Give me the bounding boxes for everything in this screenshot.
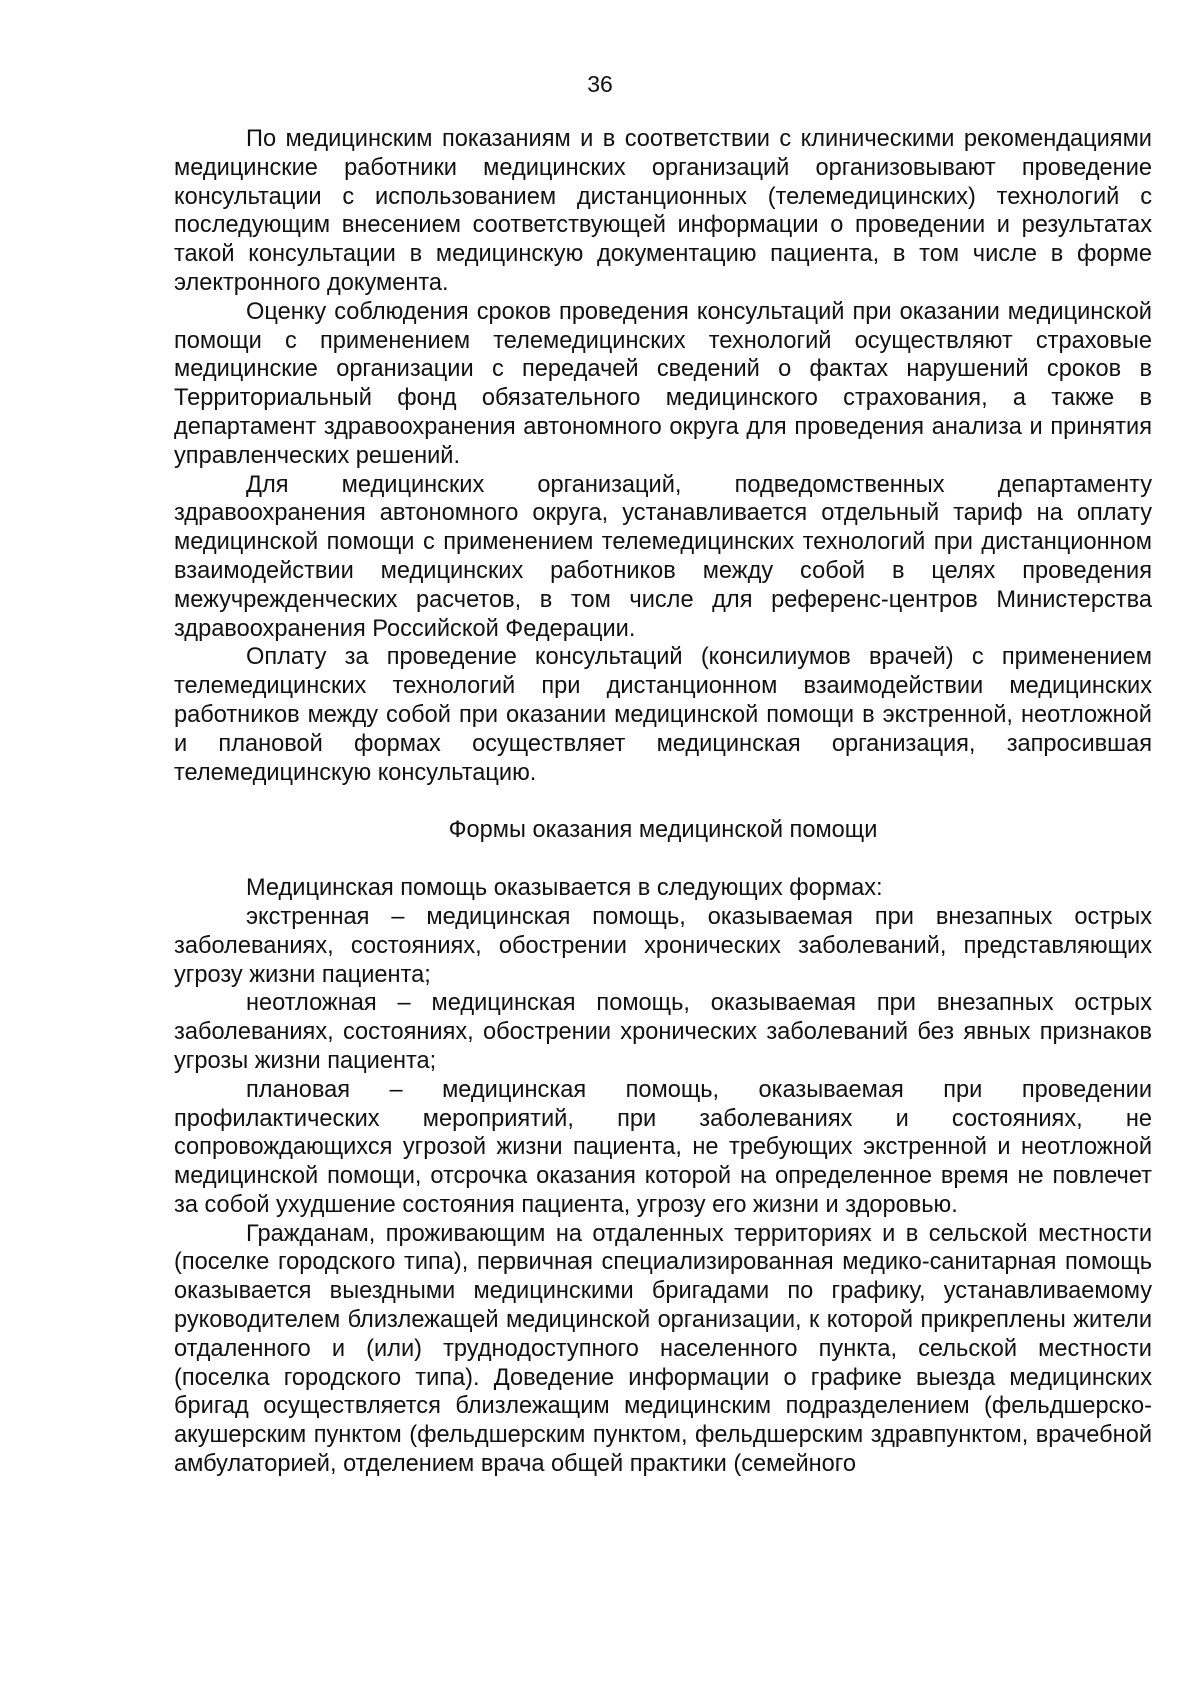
document-body [174,125,1152,1479]
paragraph-payment: Оплату за проведение консультаций (консилиумов врачей) с применением телемедицинских технологий при дистанционном взаимодействии медицинских работников между собой при оказании медицинской помощи в экстренной, неотложной и плановой формах осуществляет медицинская организация, запросившая телемедицинскую консультацию. [174,644,1152,786]
section-heading: Формы оказания медицинской помощи [448,817,878,844]
page-number: 36 [587,71,613,97]
paragraph-forms-intro: Медицинская помощь оказывается в следующих формах: [246,875,883,902]
paragraph-timing-control: Оценку соблюдения сроков проведения консультаций при оказании медицинской помощи с применением телемедицинских технологий осуществляют страховые медицинские организации с передачей сведений о фактах нарушений сроков в Территориальный фонд обязательного медицинского страхования, а также в департамент здравоохранения автономного округа для проведения анализа и принятия управленческих решений. [174,298,1152,469]
paragraph-tariff: Для медицинских организаций, подведомственных департаменту здравоохранения автономного округа, устанавливается отдельный тариф на оплату медицинской помощи с применением телемедицинских технологий при дистанционном взаимодействии медицинских работников между собой в целях проведения межучрежденческих расчетов, в том числе для референс-центров Министерства здравоохранения Российской Федерации. [174,471,1152,642]
paragraph-emergency-form: экстренная – медицинская помощь, оказываемая при внезапных острых заболеваниях, состояниях, обострении хронических заболеваний, представляющих угрозу жизни пациента; [174,903,1152,988]
paragraph-remote-areas: Гражданам, проживающим на отдаленных территориях и в сельской местности (поселке городского типа), первичная специализированная медико-санитарная помощь оказывается выездными медицинскими бригадами по графику, устанавливаемому руководителем близлежащей медицинской организации, к которой прикреплены жители отдаленного и (или) труднодоступного населенного пункта, сельской местности (поселка городского типа). Доведение информации о графике выезда медицинских бригад осуществляется близлежащим медицинским подразделением (фельдшерско-акушерским пунктом (фельдшерским пунктом, фельдшерским здравпунктом, врачебной амбулаторией, отделением врача общей практики (семейного [174,1220,1152,1478]
paragraph-planned-form: плановая – медицинская помощь, оказываемая при проведении профилактических мероприятий, при заболеваниях и состояниях, не сопровождающихся угрозой жизни пациента, не требующих экстренной и неотложной медицинской помощи, отсрочка оказания которой на определенное время не повлечет за собой ухудшение состояния пациента, угрозу его жизни и здоровью. [174,1076,1152,1218]
paragraph-teleconsultation: По медицинским показаниям и в соответствии с клиническими рекомендациями медицинские работники медицинских организаций организовывают проведение консультации с использованием дистанционных (телемедицинских) технологий с последующим внесением соответствующей информации о проведении и результатах такой консультации в медицинскую документацию пациента, в том числе в форме электронного документа. [174,126,1152,296]
paragraph-urgent-form: неотложная – медицинская помощь, оказываемая при внезапных острых заболеваниях, состояниях, обострении хронических заболеваний без явных признаков угрозы жизни пациента; [174,990,1152,1074]
